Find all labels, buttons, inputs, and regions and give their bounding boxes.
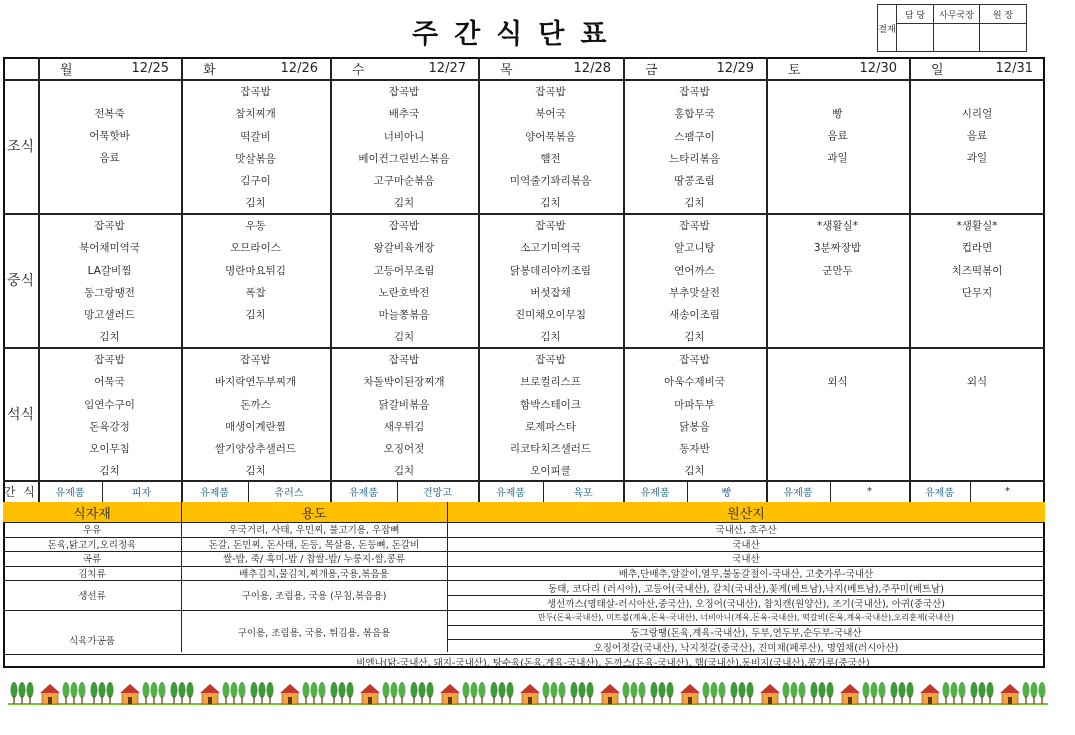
menu-item: 김치: [393, 197, 415, 210]
menu-item: 잡곡밥: [94, 220, 125, 232]
day-date: 12/27: [428, 60, 466, 76]
menu-item: 잡곡밥: [535, 86, 566, 98]
grid-line: [447, 639, 1045, 640]
menu-item: 부추맛살전: [669, 286, 720, 299]
origin-country: 생선까스(명태살-러시아산,중국산), 오징어(국내산), 참치캔(원양산), 조기(국내산), 아귀(중국산): [546, 598, 946, 610]
page-title: 주간식단표: [412, 19, 623, 50]
approval-box: [877, 4, 1027, 52]
menu-item: 김치: [99, 465, 120, 478]
menu-item: 미역줄기꽈리볶음: [509, 175, 592, 188]
menu-item: 단무지: [961, 286, 993, 299]
origin-header: 식자재: [3, 502, 181, 522]
menu-item: 김치: [245, 309, 266, 322]
menu-item: 3분짜장밥: [813, 242, 862, 255]
origin-item: 곡류: [82, 554, 102, 566]
day-name: 수: [352, 62, 365, 78]
day-date: 12/30: [859, 60, 897, 76]
origin-use: 우국거리, 사태, 우민찌, 불고기용, 우잡뼈: [228, 525, 400, 537]
menu-item: 김치: [393, 331, 415, 344]
menu-item: 돈까스: [240, 398, 271, 411]
menu-item: 잡곡밥: [388, 86, 420, 98]
menu-item: 양어묵볶음: [525, 130, 576, 143]
day-name: 목: [500, 62, 513, 78]
origin-country: 비엔나(닭-국내산, 돼지-국내산), 탕수육(돈육,계육-국내산), 돈까스(돈육-국내산), 햄(국내산),동비지(국내산),콩가루(중국산): [356, 658, 870, 669]
menu-cell: [623, 347, 766, 480]
menu-item: 우동: [245, 220, 266, 232]
menu-item: 오이무침: [89, 443, 130, 456]
menu-item: 컵라면: [961, 242, 993, 255]
menu-cell: [330, 347, 478, 480]
snack-item: 츄러스: [274, 487, 304, 499]
approval-role: 담 당: [897, 5, 934, 24]
menu-item: 노란호박전: [378, 286, 430, 299]
snack-item: 건망고: [423, 487, 452, 499]
village-decoration: [8, 672, 1048, 712]
menu-item: 아욱수제비국: [664, 376, 725, 389]
snack-label: 간 식: [4, 484, 37, 499]
menu-item: 음료: [966, 130, 988, 142]
menu-item: 외식: [966, 375, 988, 388]
origin-country: 동태, 코다리 (러시아), 고등어(국내산), 갈치(국내산),꽃게(베트남),낙지(베트남),주꾸미(베트남): [548, 583, 944, 595]
approval-role: 사무국장: [934, 5, 980, 24]
menu-item: 느타리볶음: [669, 152, 720, 165]
menu-item: 닭봉데리야끼조림: [509, 264, 592, 277]
day-name: 화: [203, 62, 216, 78]
menu-item: 어묵국: [94, 376, 125, 389]
menu-item: 김치: [540, 197, 561, 210]
day-header: [766, 57, 909, 79]
menu-item: 햄전: [540, 152, 561, 165]
origin-header: 용도: [181, 502, 447, 522]
meal-label: 조식: [6, 139, 35, 155]
menu-item: 홍합무국: [674, 108, 715, 121]
origin-item: 식육가공품: [69, 636, 115, 647]
menu-item: 군만두: [822, 264, 853, 277]
snack-item: 유제품: [925, 487, 954, 499]
menu-item: 임연수구이: [84, 398, 135, 411]
snack-item: 유제품: [640, 487, 670, 499]
menu-item: 오징어젓: [383, 443, 425, 456]
menu-cell: [909, 213, 1045, 347]
menu-item: 김치: [684, 197, 705, 210]
menu-item: 마파두부: [674, 398, 715, 411]
menu-item: 새송이조림: [669, 309, 720, 322]
menu-item: 잡곡밥: [679, 86, 710, 98]
menu-item: 동그랑땡전: [84, 286, 135, 299]
origin-item: 생선류: [78, 591, 106, 602]
origin-use: 배추김치,물김치,찌개용,국용,볶음용: [239, 568, 389, 580]
menu-item: 김치: [684, 331, 705, 344]
origin-country: 배추,단배추,알갈이,열무,불동갈절이-국내산, 고춧가루-국내산: [618, 568, 874, 580]
menu-item: 외식: [827, 375, 848, 388]
menu-cell: [181, 347, 330, 480]
day-header: [38, 57, 181, 79]
snack-item: 유제품: [496, 487, 525, 499]
menu-item: 마늘쫑볶음: [378, 309, 430, 322]
meal-label: 중식: [6, 273, 35, 289]
day-date: 12/26: [280, 60, 318, 76]
day-date: 12/29: [716, 60, 754, 76]
origin-country: 만두(돈육-국내산), 미트볼(계육,돈육-국내산), 너비아니(계육,돈육-국내산), 떡갈비(돈육,계육-국내산),오리훈제(국내산): [538, 612, 954, 622]
menu-cell: [909, 347, 1045, 480]
origin-country: 국내산, 호주산: [715, 525, 777, 537]
menu-item: 김치: [393, 465, 415, 478]
menu-item: 빵: [832, 107, 843, 120]
day-date: 12/28: [573, 60, 611, 76]
menu-item: 오므라이스: [230, 242, 281, 255]
menu-cell: [38, 347, 181, 480]
menu-item: 잡곡밥: [535, 354, 566, 366]
menu-item: 왕갈비육개장: [373, 242, 435, 255]
menu-item: 떡갈비: [240, 130, 271, 143]
origin-item: 김치류: [78, 568, 106, 580]
approval-sign: [980, 24, 1027, 52]
menu-cell: [38, 213, 181, 347]
menu-item: 너비아니: [383, 130, 425, 143]
origin-item: 돈육,닭고기,오리정육: [47, 539, 137, 551]
menu-item: 잡곡밥: [388, 220, 420, 232]
snack-item: 피자: [131, 487, 152, 499]
menu-item: 동자반: [679, 443, 710, 456]
day-header: [478, 57, 623, 79]
menu-item: 맛살볶음: [235, 152, 276, 165]
menu-cell: [478, 347, 623, 480]
menu-item: 북어국: [535, 108, 566, 121]
menu-item: 김치: [540, 331, 561, 344]
menu-item: 잡곡밥: [94, 354, 125, 366]
origin-use: 쌀-밥, 죽/ 흑미-밥 / 찹쌀-밥/ 누룽지-쌀,콩류: [222, 554, 406, 566]
snack-item: *: [1005, 485, 1010, 497]
menu-item: 명란마요튀김: [225, 264, 286, 277]
menu-item: 어묵핫바: [89, 130, 130, 142]
snack-item: 유제품: [349, 487, 378, 499]
menu-item: 소고기미역국: [520, 242, 581, 255]
snack-item: 빵: [721, 487, 732, 499]
origin-header: 원산지: [447, 502, 1045, 522]
menu-item: 잡곡밥: [535, 220, 566, 232]
approval-sign: [934, 24, 980, 52]
menu-item: 매생이계란찜: [225, 420, 286, 433]
menu-item: 망고샐러드: [84, 309, 135, 322]
menu-item: 베이컨그린빈스볶음: [358, 152, 450, 165]
menu-item: 잡곡밥: [240, 86, 271, 98]
menu-item: 음료: [99, 152, 120, 165]
menu-item: 잡곡밥: [388, 354, 420, 366]
menu-item: 리코타치즈샐러드: [509, 443, 592, 456]
menu-item: 돈육강정: [89, 420, 130, 433]
menu-item: 북어채미역국: [79, 242, 140, 255]
menu-item: *생활실*: [817, 220, 858, 232]
menu-cell: [623, 213, 766, 347]
menu-item: 로제파스타: [525, 420, 576, 433]
menu-item: 김치: [99, 331, 120, 344]
approval-sign: [897, 24, 934, 52]
menu-cell: [38, 79, 181, 213]
menu-cell: [181, 79, 330, 213]
snack-item: 유제품: [783, 487, 813, 499]
snack-item: 육포: [573, 487, 593, 499]
origin-item: 우유: [82, 525, 102, 537]
menu-item: 잡곡밥: [679, 354, 710, 366]
menu-item: 음료: [827, 130, 848, 142]
menu-item: 닭갈비볶음: [378, 398, 430, 411]
menu-item: 고구마순볶음: [373, 175, 435, 188]
origin-use: 돈갈, 돈민찌, 돈사태, 돈등, 목살용, 돈등뼈, 돈갈비: [208, 539, 420, 551]
day-date: 12/25: [131, 60, 169, 76]
day-name: 월: [60, 62, 73, 78]
menu-item: 과일: [827, 152, 848, 165]
origin-country: 국내산: [732, 554, 760, 566]
menu-cell: [181, 213, 330, 347]
menu-cell: [909, 79, 1045, 213]
day-header: [909, 57, 1045, 79]
menu-cell: [766, 347, 909, 480]
menu-item: 과일: [966, 152, 988, 165]
menu-item: 김치: [245, 197, 266, 210]
menu-item: 바지락연두부찌개: [214, 376, 297, 389]
menu-item: 차돌박이된장찌개: [363, 376, 445, 389]
approval-role: 원 장: [980, 5, 1027, 24]
menu-item: 땅콩조림: [674, 175, 715, 188]
menu-item: 진미채오이무침: [514, 309, 586, 322]
menu-cell: [623, 79, 766, 213]
day-date: 12/31: [995, 60, 1033, 76]
origin-country: 오징어젓갈(국내산), 낙지젓갈(중국산), 진미채(페루산), 명엽채(러시아산): [593, 642, 899, 654]
menu-cell: [766, 213, 909, 347]
origin-country: 국내산: [732, 539, 760, 551]
day-name: 금: [645, 62, 658, 78]
day-header: [181, 57, 330, 79]
menu-item: 김치: [684, 465, 705, 478]
grid-line: [447, 595, 1045, 596]
day-name: 토: [788, 62, 801, 78]
menu-item: 알고니탕: [674, 242, 715, 255]
menu-item: 치즈떡볶이: [951, 264, 1003, 277]
menu-cell: [330, 79, 478, 213]
day-name: 일: [931, 62, 944, 78]
menu-cell: [766, 79, 909, 213]
menu-item: 고등어무조림: [373, 264, 435, 277]
snack-item: 유제품: [55, 487, 85, 499]
menu-item: 브로컬리스프: [520, 376, 581, 389]
menu-cell: [478, 79, 623, 213]
menu-item: 닭봉음: [679, 420, 710, 433]
menu-item: 폭찹: [245, 286, 266, 299]
menu-item: 잡곡밥: [679, 220, 710, 232]
menu-item: 연어까스: [674, 264, 715, 277]
menu-item: 함박스테이크: [520, 398, 581, 411]
menu-item: 김구이: [240, 175, 271, 188]
menu-item: 전복죽: [94, 107, 125, 120]
meal-label: 석식: [6, 406, 35, 423]
approval-label: 결재: [878, 5, 897, 52]
menu-item: 오이피클: [530, 465, 571, 478]
snack-item: 유제품: [200, 487, 229, 499]
menu-item: 김치: [245, 465, 266, 478]
origin-use: 구이용, 조림용, 국용, 튀김용, 볶음용: [237, 628, 391, 639]
menu-item: 버섯잡채: [530, 286, 571, 299]
day-header: [330, 57, 478, 79]
day-header: [623, 57, 766, 79]
menu-item: 잡곡밥: [240, 354, 271, 366]
menu-item: LA갈비찜: [87, 264, 132, 277]
menu-item: 배추국: [388, 108, 420, 121]
menu-item: 참치찌개: [235, 108, 276, 121]
grid-line: [447, 625, 1045, 626]
menu-cell: [330, 213, 478, 347]
menu-item: 스팸구이: [674, 130, 715, 143]
origin-country: 동그랑땡(돈육,계육-국내산), 두부,연두부,순두부-국내산: [630, 627, 862, 639]
menu-item: *생활실*: [956, 220, 998, 232]
menu-item: 시리얼: [961, 107, 993, 120]
origin-use: 구이용, 조림용, 국용 (무침,볶음용): [241, 591, 387, 602]
menu-item: 쌀기양상추샐러드: [214, 443, 297, 456]
menu-item: 새우튀김: [383, 420, 425, 433]
snack-item: *: [867, 485, 872, 497]
menu-cell: [478, 213, 623, 347]
